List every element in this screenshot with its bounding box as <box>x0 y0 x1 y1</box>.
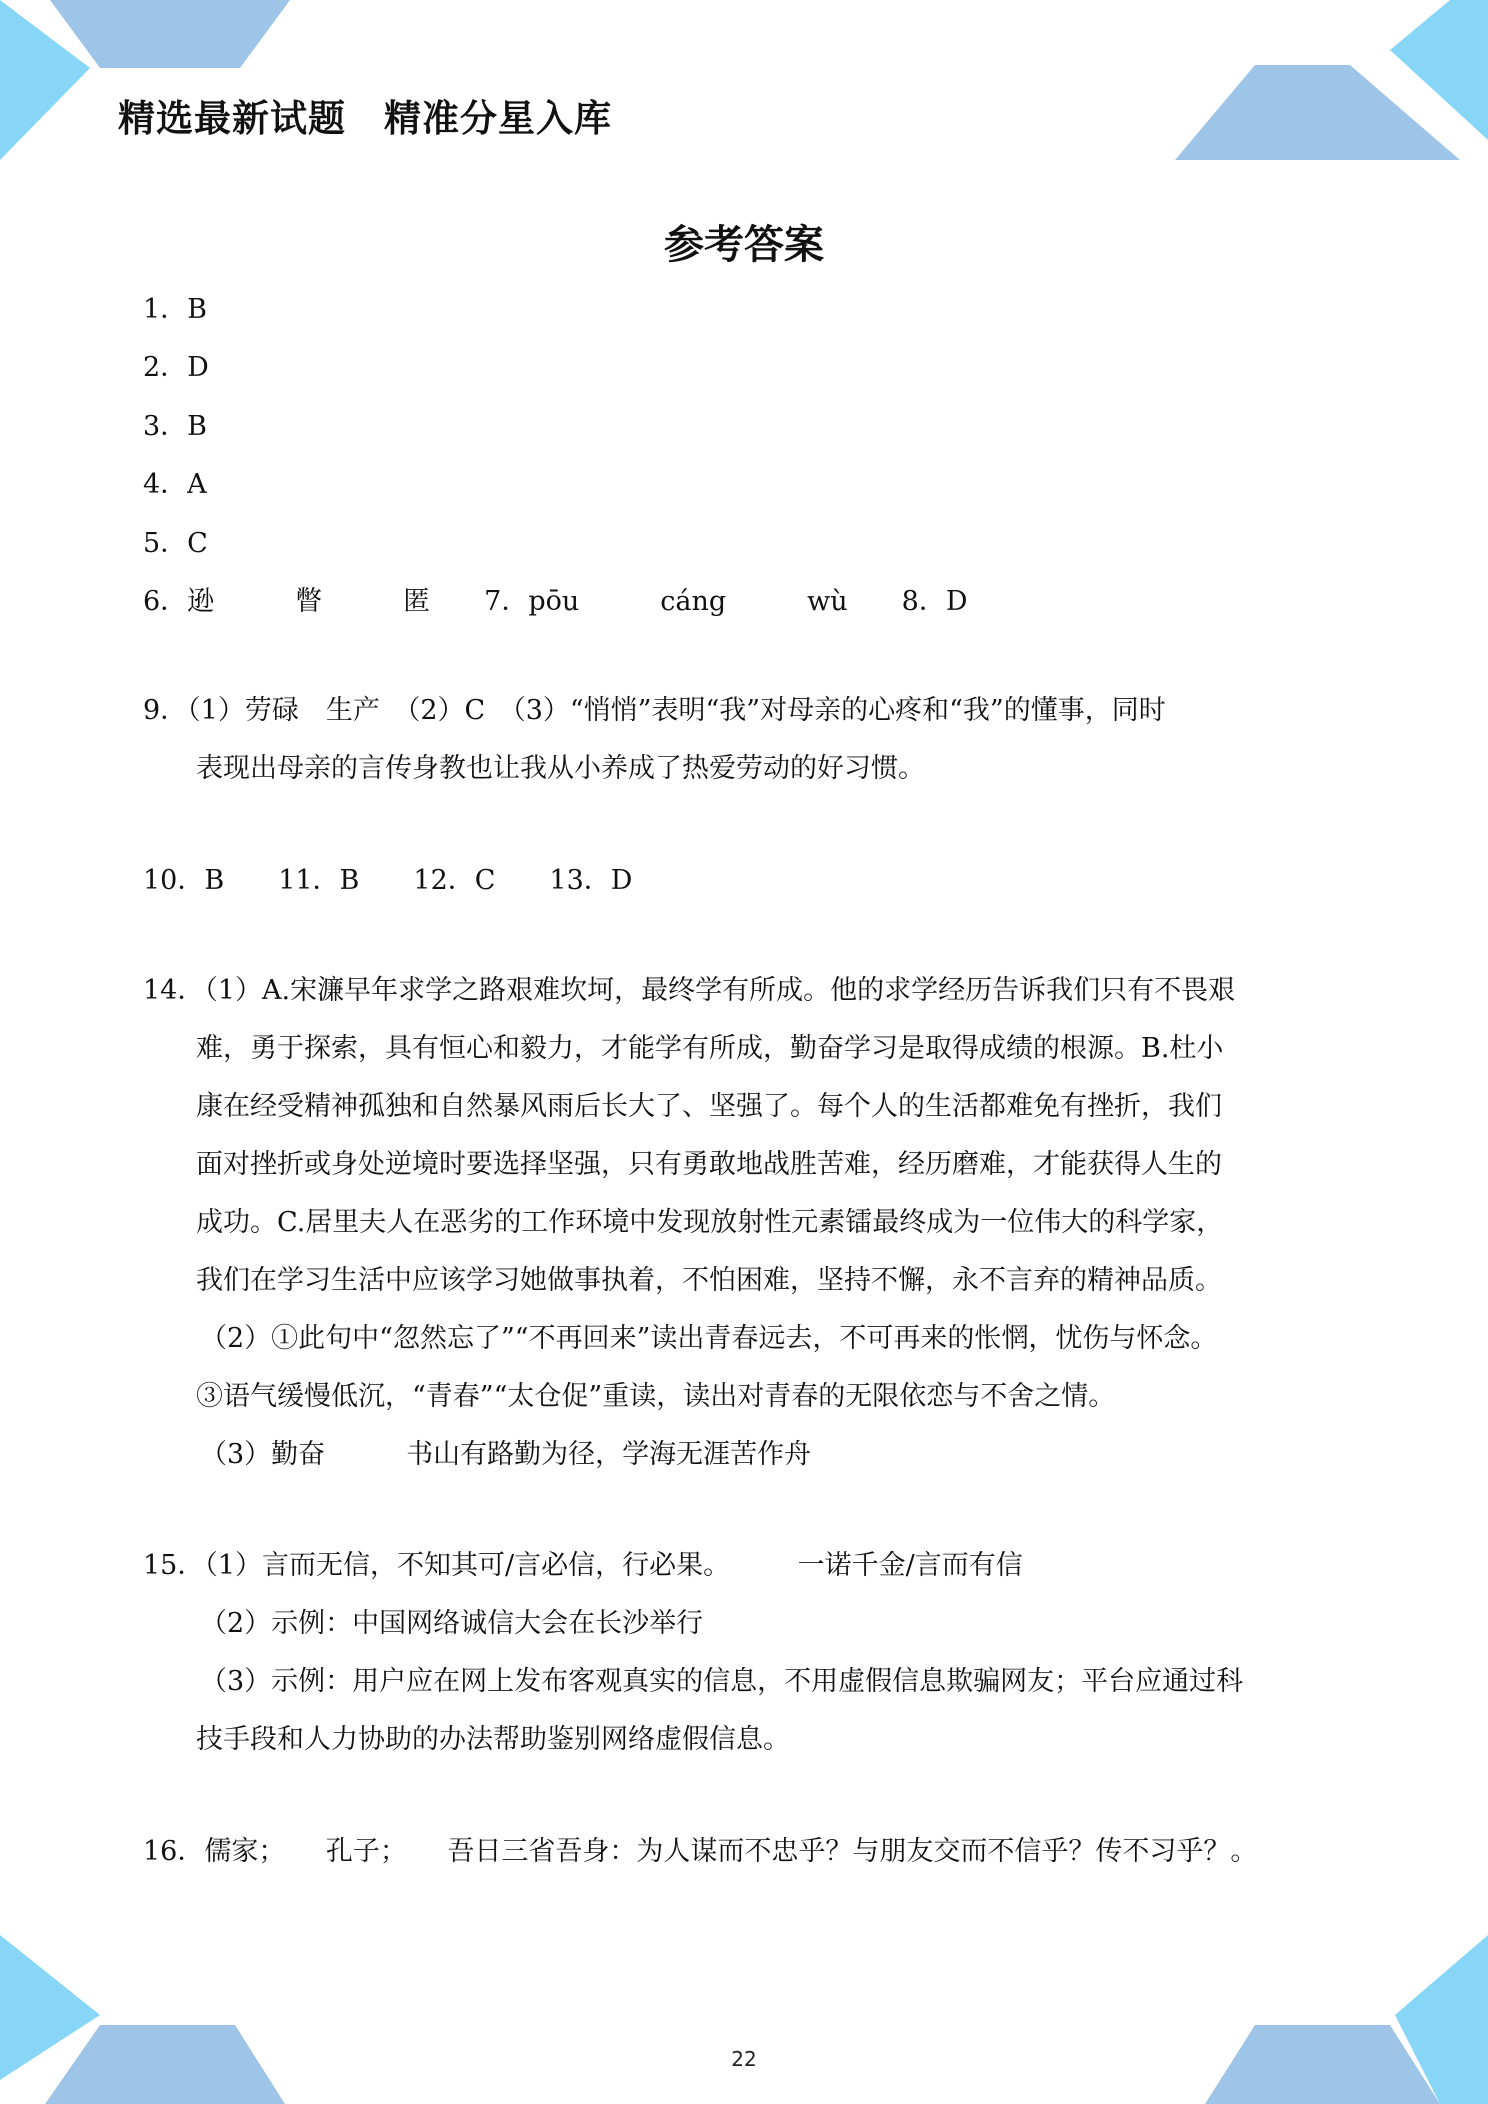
answer-9-line-1: 9．（1）劳碌 生产 （2）C （3）“悄悄”表明“我”对母亲的心疼和“我”的懂事，同时 <box>143 695 1166 726</box>
answer-14-line-3: 康在经受精神孤独和自然暴风雨后长大了、坚强了。每个人的生活都难免有挫折，我们 <box>196 1091 1222 1122</box>
answer-9-line-2: 表现出母亲的言传身教也让我从小养成了热爱劳动的好习惯。 <box>196 753 925 784</box>
answer-14-line-8: ③语气缓慢低沉，“青春”“太仓促”重读，读出对青春的无限依恋与不舍之情。 <box>196 1381 1116 1412</box>
answer-2: 2．D <box>143 352 209 383</box>
answer-4: 4．A <box>143 469 207 500</box>
answer-14-line-2: 难，勇于探索，具有恒心和毅力，才能学有所成，勤奋学习是取得成绩的根源。B.杜小 <box>196 1033 1224 1064</box>
deco-trapezoid-top-right <box>1175 65 1460 160</box>
answer-6-8: 6．逊 瞥 匿 7．pōu cáng wù 8．D <box>143 586 968 617</box>
answer-14-line-1: 14．（1）A.宋濂早年求学之路艰难坎坷，最终学有所成。他的求学经历告诉我们只有不畏艰 <box>143 975 1236 1006</box>
answer-15-line-1: 15．（1）言而无信，不知其可/言必信，行必果。 一诺千金/言而有信 <box>143 1550 1023 1581</box>
answer-5: 5．C <box>143 528 208 559</box>
answer-14-line-4: 面对挫折或身处逆境时要选择坚强，只有勇敢地战胜苦难，经历磨难，才能获得人生的 <box>196 1149 1222 1180</box>
answer-10-13: 10．B 11．B 12．C 13．D <box>143 865 633 896</box>
answer-15-line-4: 技手段和人力协助的办法帮助鉴别网络虚假信息。 <box>196 1724 790 1755</box>
header-slogan: 精选最新试题 精准分星入库 <box>118 97 612 140</box>
answer-14-line-9: （3）勤奋 书山有路勤为径，学海无涯苦作舟 <box>200 1439 812 1470</box>
answer-16: 16．儒家； 孔子； 吾日三省吾身：为人谋而不忠乎？与朋友交而不信乎？传不习乎？。 <box>143 1836 1258 1867</box>
answer-3: 3．B <box>143 411 208 442</box>
page-title: 参考答案 <box>664 222 824 268</box>
answer-14-line-6: 我们在学习生活中应该学习她做事执着，不怕困难，坚持不懈，永不言弃的精神品质。 <box>196 1265 1222 1296</box>
answer-14-line-5: 成功。C.居里夫人在恶劣的工作环境中发现放射性元素镭最终成为一位伟大的科学家， <box>196 1207 1224 1238</box>
answer-1: 1．B <box>143 294 208 325</box>
deco-trapezoid-top-left <box>50 0 290 68</box>
page-number: 22 <box>731 2047 757 2071</box>
answer-15-line-3: （3）示例：用户应在网上发布客观真实的信息，不用虚假信息欺骗网友；平台应通过科 <box>200 1666 1244 1697</box>
answer-14-line-7: （2）①此句中“忽然忘了”“不再回来”读出青春远去，不可再来的怅惘，忧伤与怀念。 <box>200 1323 1218 1354</box>
answer-15-line-2: （2）示例：中国网络诚信大会在长沙举行 <box>200 1608 704 1639</box>
